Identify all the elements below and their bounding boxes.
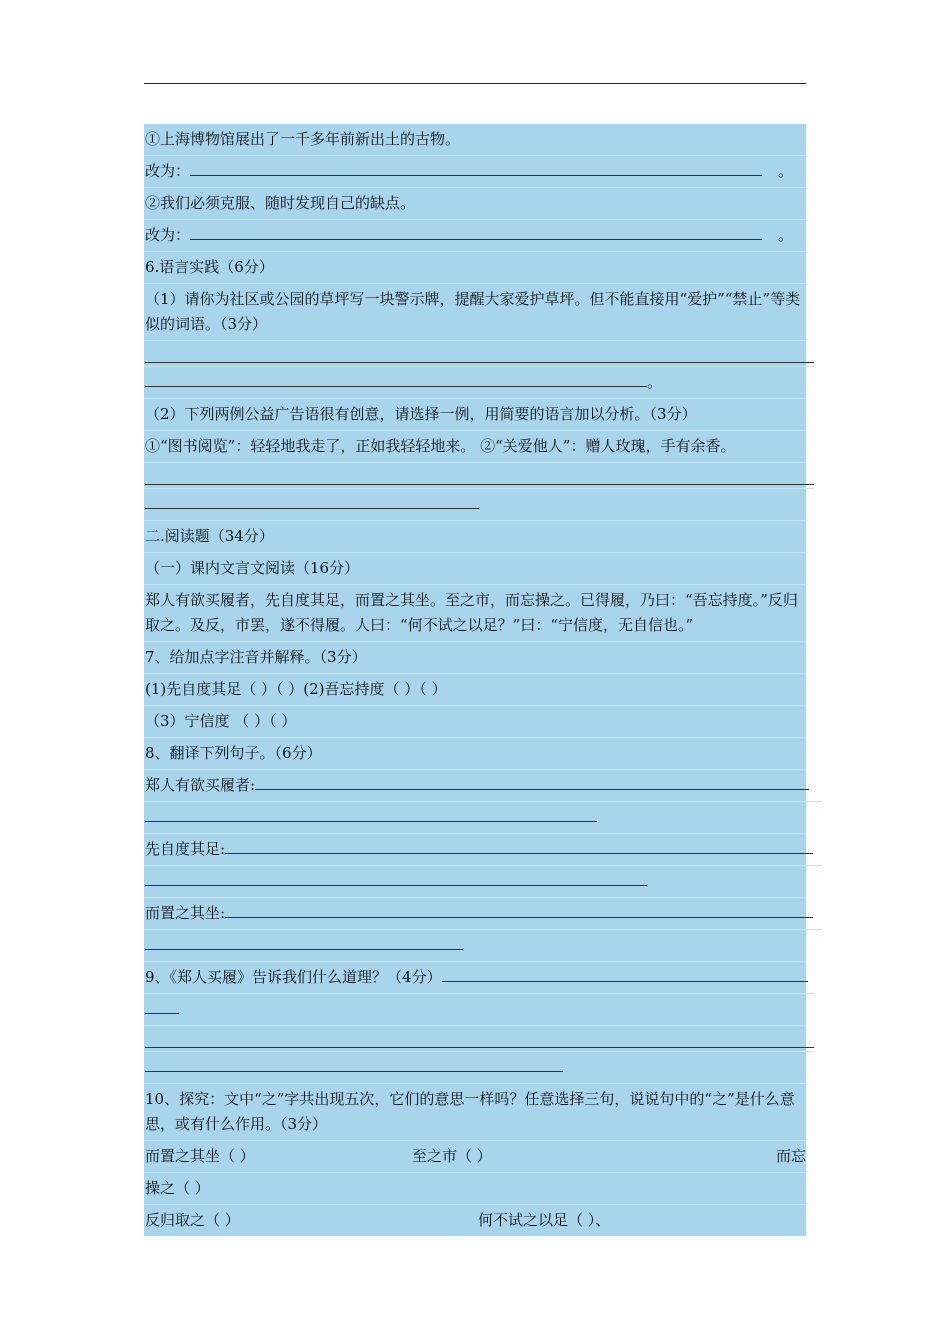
q6-part-2-prompt: （2）下列两例公益广告语很有创意，请选择一例，用简要的语言加以分析。（3分） <box>144 399 806 431</box>
section-2-subtitle: （一）课内文言文阅读（16分） <box>144 553 806 585</box>
answer-blank[interactable] <box>145 807 597 822</box>
q10-title: 10、探究：文中“之”字共出现五次，它们的意思一样吗？任意选择三句，说说句中的“之”是什么意思，或有什么作用。（3分） <box>144 1084 806 1141</box>
q6-answer-line-2: 。 <box>144 367 806 399</box>
answer-blank[interactable] <box>145 871 647 886</box>
q7-row-1: (1)先自度其足（ ）（ ）(2)吾忘持度（ ）（ ） <box>144 674 806 706</box>
exam-sheet <box>144 124 806 1236</box>
answer-blank[interactable] <box>442 967 808 982</box>
q10-row-2: 操之（ ） <box>144 1173 806 1205</box>
q10-row-3: 反归取之（ ） 何不试之以足（ ）、 <box>145 1211 611 1229</box>
q6-examples: ①“图书阅览”：轻轻地我走了，正如我轻轻地来。 ②“关爱他人”：赠人玫瑰，手有余香。 <box>144 431 806 463</box>
q9-line-1 <box>144 994 806 1026</box>
q6-answer-line-3 <box>144 463 814 489</box>
answer-blank[interactable] <box>145 1029 814 1048</box>
q6-answer-line-1 <box>144 341 814 367</box>
answer-blank[interactable] <box>145 494 479 509</box>
q9-title-row: 9、《郑人买履》告诉我们什么道理？（4分） <box>144 962 814 994</box>
q5-sentence-2: ②我们必须克服、随时发现自己的缺点。 <box>144 188 806 220</box>
q9-line-2 <box>144 1026 814 1052</box>
header-rule <box>144 83 806 84</box>
q5-fix-row-2: 改为： 。 <box>144 220 806 252</box>
section-2-title: 二.阅读题（34分） <box>144 521 806 553</box>
q10-row-1: 而置之其坐（ ） 至之市（ ） 而忘 <box>144 1141 806 1173</box>
answer-blank[interactable] <box>225 903 813 918</box>
q6-part-1-prompt: （1）请你为社区或公园的草坪写一块警示牌，提醒大家爱护草坪。但不能直接用“爱护”“禁止”等类似的词语。（3分） <box>144 284 806 341</box>
q9-line-3 <box>144 1052 806 1084</box>
q7-title: 7、给加点字注音并解释。（3分） <box>144 642 806 674</box>
answer-blank[interactable] <box>255 775 809 790</box>
q8-item-a: 郑人有欲买履者: <box>144 770 822 802</box>
q8-item-b: 先自度其足: <box>144 834 822 866</box>
answer-blank[interactable] <box>145 1057 563 1072</box>
q5-sentence-1: ①上海博物馆展出了一千多年前新出土的古物。 <box>144 124 806 156</box>
answer-blank[interactable] <box>145 935 463 950</box>
q5-fix-row-1: 改为： 。 <box>144 156 806 188</box>
answer-blank[interactable] <box>190 161 762 176</box>
q8-item-a-line-2 <box>144 802 806 834</box>
answer-blank[interactable] <box>190 225 762 240</box>
q7-row-2: （3）宁信度 （ ）（ ） <box>144 706 806 738</box>
q6-title: 6.语言实践（6分） <box>144 252 806 284</box>
answer-blank[interactable] <box>145 466 814 485</box>
classical-passage: 郑人有欲买履者，先自度其足，而置之其坐。至之市，而忘操之。已得履，乃曰：“吾忘持度。”反归取之。及反，市罢，遂不得履。人曰：“何不试之以足？”曰：“宁信度，无自信也。” <box>144 585 806 642</box>
q8-item-c-line-2 <box>144 930 806 962</box>
answer-blank[interactable] <box>145 372 647 387</box>
answer-blank[interactable] <box>145 344 814 363</box>
q8-item-b-line-2 <box>144 866 806 898</box>
q6-answer-line-4 <box>144 489 806 521</box>
answer-blank[interactable] <box>225 839 813 854</box>
question-5-block <box>144 124 806 1236</box>
q8-title: 8、翻译下列句子。（6分） <box>144 738 806 770</box>
q8-item-c: 而置之其坐: <box>144 898 822 930</box>
answer-blank[interactable] <box>145 999 179 1014</box>
